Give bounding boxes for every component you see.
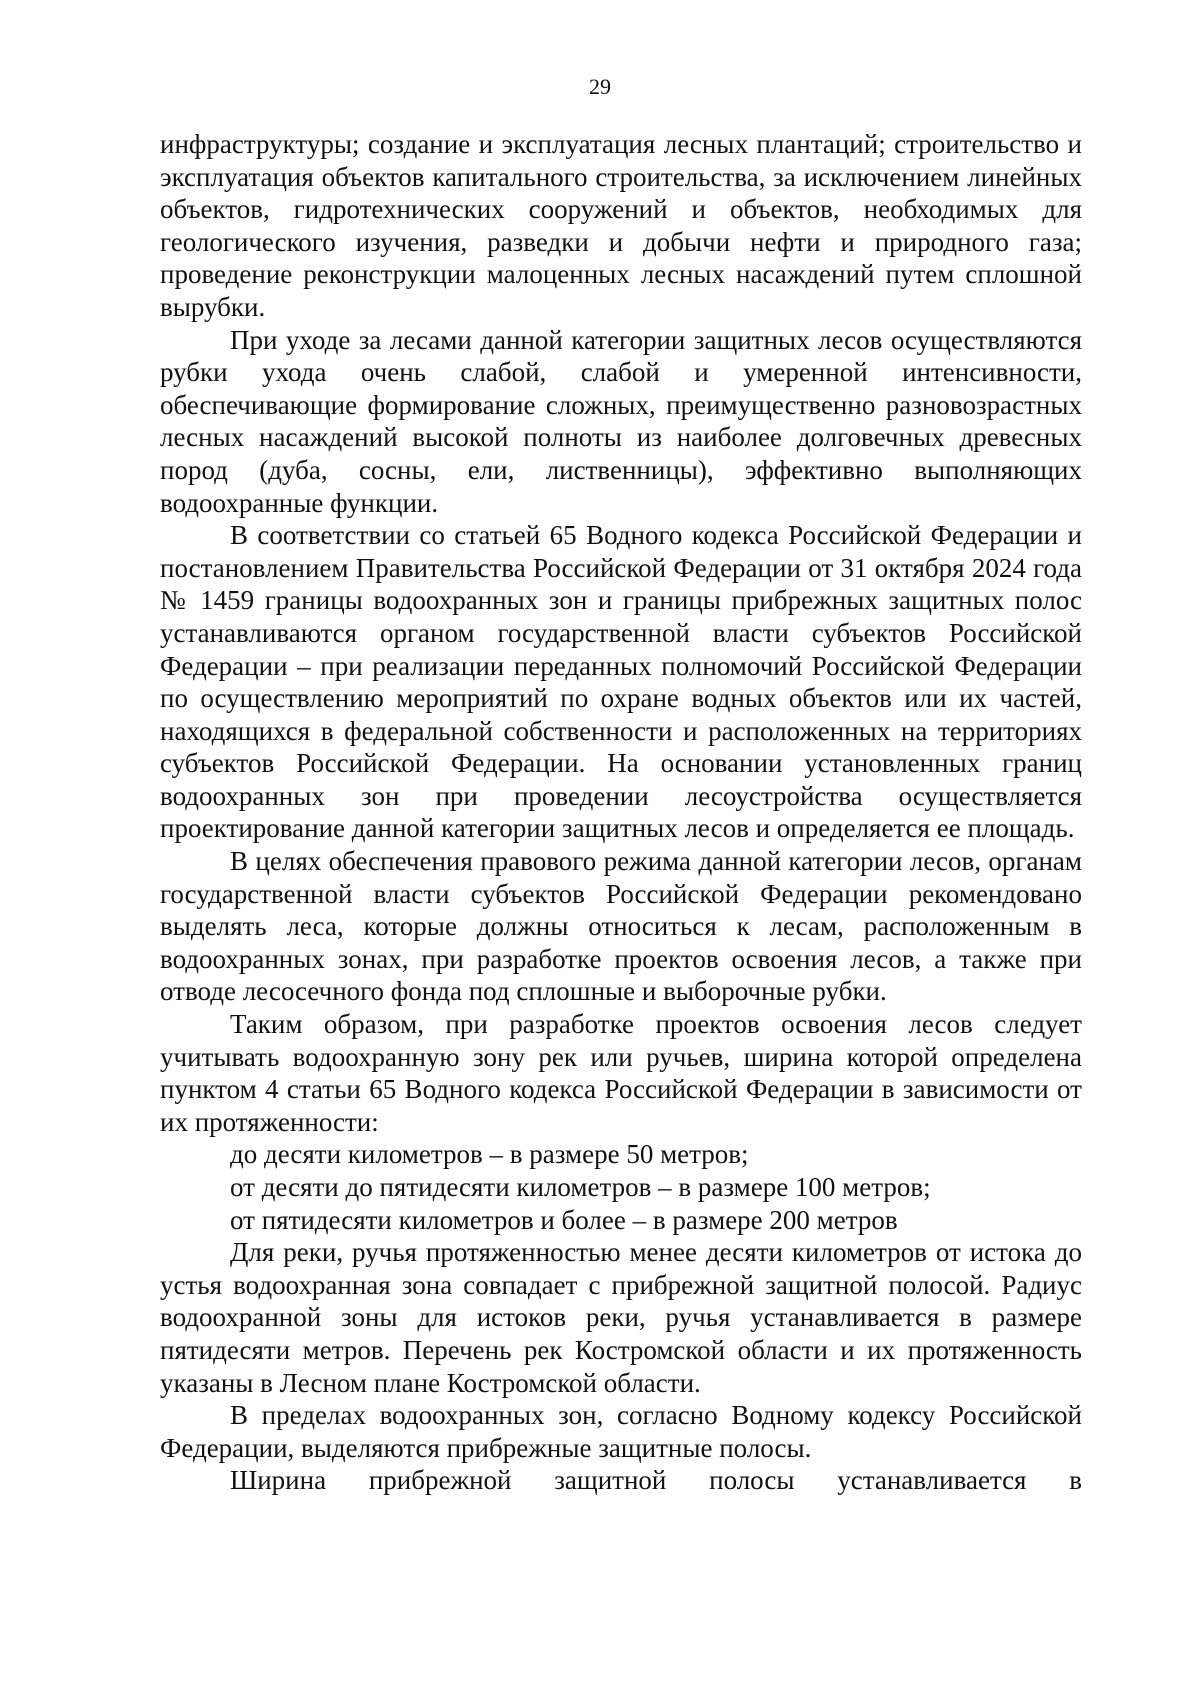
list-item: от десяти до пятидесяти километров – в размере 100 метров; [230,1172,931,1202]
list-item: от пятидесяти километров и более – в размере 200 метров [230,1204,898,1235]
paragraph-short-rivers: Для реки, ручья протяженностью менее десяти километров от истока до устья водоохранная зона совпадает с прибрежной защитной полосой. Радиус водоохранной зоны для истоков реки, ручья устанавливается в размере пятидесяти метров. Перечень рек Костромской области и их протяженность указаны в Лесном плане Костромской области. [160,1237,1082,1398]
list-item: до десяти километров – в размере 50 метров; [230,1139,749,1170]
paragraph-water-code: В соответствии со статьей 65 Водного кодекса Российской Федерации и постановлением Правительства Российской Федерации от 31 октября 2024 года № 1459 границы водоохранных зон и границы прибрежных защитных полос устанавливаются органом государственной власти субъектов Российской Федерации – при реализации переданных полномочий Российской Федерации по осуществлению мероприятий по охране водных объектов или их частей, находящихся в федеральной собственности и расположенных на территориях субъектов Российской Федерации. На основании установленных границ водоохранных зон при проведении лесоустройства осуществляется проектирование данной категории защитных лесов и определяется ее площадь. [160,520,1082,844]
paragraph-forest-care: При уходе за лесами данной категории защитных лесов осуществляются рубки ухода очень слабой, слабой и умеренной интенсивности, обеспечивающие формирование сложных, преимущественно разновозрастных лесных насаждений высокой полноты из наиболее долговечных древесных пород (дуба, сосны, ели, лиственницы), эффективно выполняющих водоохранные функции. [160,324,1082,518]
paragraph-water-zone-width: Таким образом, при разработке проектов освоения лесов следует учитывать водоохранную зону рек или ручьев, ширина которой определена пунктом 4 статьи 65 Водного кодекса Российской Федерации в зависимости от их протяженности: [160,1009,1082,1137]
paragraph-continuation: инфраструктуры; создание и эксплуатация лесных плантаций; строительство и эксплуатация объектов капитального строительства, за исключением линейных объектов, гидротехнических сооружений и объектов, необходимых для геологического изучения, разведки и добычи нефти и природного газа; проведение реконструкции малоценных лесных насаждений путем сплошной вырубки. [160,129,1082,322]
paragraph-legal-regime: В целях обеспечения правового режима данной категории лесов, органам государственной власти субъектов Российской Федерации рекомендовано выделять леса, которые должны относиться к лесам, расположенным в водоохранных зонах, при разработке проектов освоения лесов, а также при отводе лесосечного фонда под сплошные и выборочные рубки. [160,846,1082,1007]
paragraph-protective-strips: В пределах водоохранных зон, согласно Водному кодексу Российской Федерации, выделяются прибрежные защитные полосы. [160,1400,1082,1463]
document-body [160,128,1082,1497]
page-number: 29 [589,74,611,99]
paragraph-strip-width: Ширина прибрежной защитной полосы устанавливается в [230,1465,1082,1496]
